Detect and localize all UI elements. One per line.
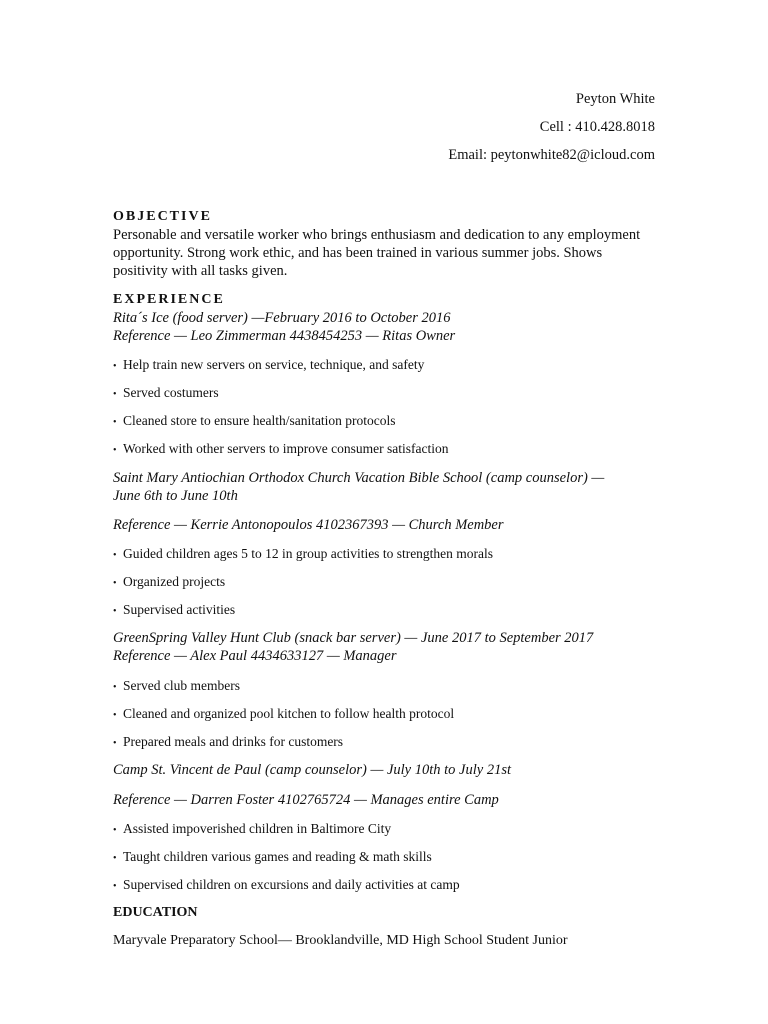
list-item: • Assisted impoverished children in Baltimore City bbox=[113, 820, 391, 840]
experience-heading: EXPERIENCE bbox=[113, 292, 225, 307]
education-heading: EDUCATION bbox=[113, 905, 198, 920]
job-reference: Reference — Alex Paul 4434633127 — Manager bbox=[113, 648, 397, 664]
list-item: • Supervised children on excursions and daily activities at camp bbox=[113, 876, 460, 896]
bullet-icon: • bbox=[113, 361, 117, 372]
education-text: Maryvale Preparatory School— Brooklandville, MD High School Student Junior bbox=[113, 933, 568, 948]
job-reference: Reference — Leo Zimmerman 4438454253 — Ritas Owner bbox=[113, 328, 456, 344]
bullet-icon: • bbox=[113, 682, 117, 693]
job-title: Rita´s Ice (food server) —February 2016 to October 2016 bbox=[113, 310, 451, 326]
bullet-icon: • bbox=[113, 445, 117, 456]
list-item: • Organized projects bbox=[113, 573, 225, 593]
bullet-icon: • bbox=[113, 853, 117, 864]
bullet-icon: • bbox=[113, 578, 117, 589]
bullet-icon: • bbox=[113, 738, 117, 749]
bullet-icon: • bbox=[113, 550, 117, 561]
contact-email: Email: peytonwhite82@icloud.com bbox=[448, 147, 655, 163]
list-item: • Served club members bbox=[113, 677, 240, 697]
contact-cell: Cell : 410.428.8018 bbox=[539, 119, 655, 135]
job-title: Camp St. Vincent de Paul (camp counselor) — July 10th to July 21st bbox=[113, 762, 511, 778]
job-title: Saint Mary Antiochian Orthodox Church Vacation Bible School (camp counselor) — bbox=[113, 470, 605, 486]
list-item: • Prepared meals and drinks for customers bbox=[113, 733, 343, 753]
job-reference: Reference — Darren Foster 4102765724 — Manages entire Camp bbox=[113, 792, 499, 808]
objective-text: Personable and versatile worker who brings enthusiasm and dedication to any employment opportunity. Strong work ethic, and has been trained in various summer jobs. Shows positivity with all tasks given. bbox=[113, 227, 641, 279]
list-item: • Worked with other servers to improve consumer satisfaction bbox=[113, 440, 448, 460]
bullet-icon: • bbox=[113, 606, 117, 617]
job-title: GreenSpring Valley Hunt Club (snack bar server) — June 2017 to September 2017 bbox=[113, 630, 594, 646]
list-item: • Cleaned store to ensure health/sanitation protocols bbox=[113, 412, 396, 432]
list-item: • Taught children various games and reading & math skills bbox=[113, 848, 432, 868]
objective-heading: OBJECTIVE bbox=[113, 209, 212, 224]
bullet-icon: • bbox=[113, 710, 117, 721]
list-item: • Help train new servers on service, technique, and safety bbox=[113, 356, 424, 376]
bullet-icon: • bbox=[113, 417, 117, 428]
list-item: • Cleaned and organized pool kitchen to follow health protocol bbox=[113, 705, 454, 725]
bullet-icon: • bbox=[113, 389, 117, 400]
job-reference: Reference — Kerrie Antonopoulos 4102367393 — Church Member bbox=[113, 517, 504, 533]
list-item: • Served costumers bbox=[113, 384, 219, 404]
list-item: • Supervised activities bbox=[113, 601, 235, 621]
list-item: • Guided children ages 5 to 12 in group activities to strengthen morals bbox=[113, 545, 493, 565]
contact-name: Peyton White bbox=[575, 91, 655, 107]
bullet-icon: • bbox=[113, 881, 117, 892]
bullet-icon: • bbox=[113, 825, 117, 836]
job-title-dates: June 6th to June 10th bbox=[113, 488, 238, 504]
